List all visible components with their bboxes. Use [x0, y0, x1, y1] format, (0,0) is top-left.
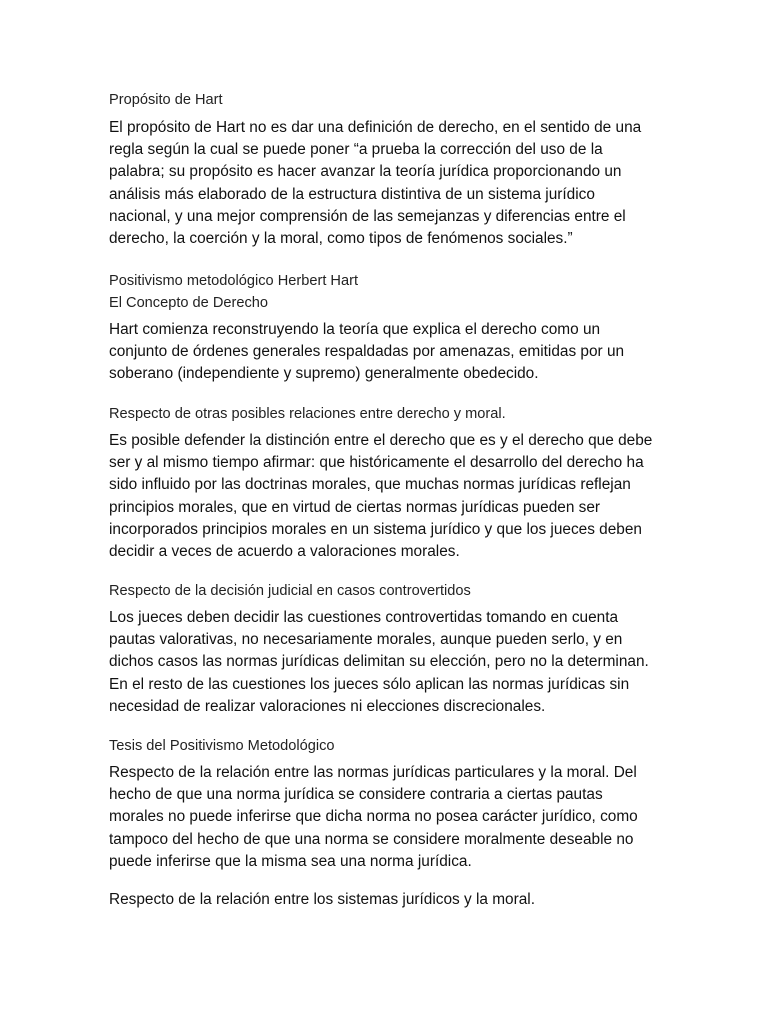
paragraph-line: pautas valorativas, no necesariamente morales, aunque pueden serlo, y en	[109, 631, 623, 649]
paragraph-line: nacional, y una mejor comprensión de las semejanzas y diferencias entre el	[109, 207, 626, 225]
paragraph-line: hecho de que una norma jurídica se considere contraria a ciertas pautas	[109, 786, 603, 804]
paragraph-line: puede inferirse que la misma sea una norma jurídica.	[109, 852, 472, 870]
paragraph-line: palabra; su propósito es hacer avanzar la teoría jurídica proporcionando un	[109, 163, 622, 181]
section-heading: Respecto de otras posibles relaciones entre derecho y moral.	[109, 406, 506, 422]
paragraph-line: sido influido por las doctrinas morales, que muchas normas jurídicas reflejan	[109, 476, 631, 494]
paragraph-line: Es posible defender la distinción entre el derecho que es y el derecho que debe	[109, 432, 653, 449]
paragraph-line: Respecto de la relación entre los sistemas jurídicos y la moral.	[109, 891, 535, 908]
paragraph-line: ser y al mismo tiempo afirmar: que históricamente el desarrollo del derecho ha	[109, 454, 644, 472]
paragraph-line: Hart comienza reconstruyendo la teoría que explica el derecho como un	[109, 321, 601, 338]
section-paragraph	[109, 762, 638, 873]
paragraph-line: Respecto de la relación entre las normas jurídicas particulares y la moral. Del	[109, 764, 637, 781]
section-paragraph	[109, 319, 624, 386]
section-paragraph	[109, 430, 652, 563]
paragraph-line: principios morales, que en virtud de ciertas normas jurídicas pueden ser	[109, 498, 601, 516]
paragraph-line: El propósito de Hart no es dar una definición de derecho, en el sentido de una	[109, 119, 642, 136]
paragraph-line: necesidad de realizar valoraciones ni elecciones discrecionales.	[109, 697, 546, 715]
section-paragraph	[109, 889, 535, 911]
paragraph-line: análisis más elaborado de la estructura distintiva de un sistema jurídico	[109, 185, 595, 203]
paragraph-line: En el resto de las cuestiones los jueces sólo aplican las normas jurídicas sin	[109, 675, 630, 693]
paragraph-line: derecho, la coerción y la moral, como tipos de fenómenos sociales.”	[109, 230, 573, 248]
paragraph-line: incorporados principios morales en un sistema jurídico y que los jueces deben	[109, 520, 642, 538]
section-heading: Tesis del Positivismo Metodológico	[109, 738, 335, 754]
paragraph-line: dichos casos las normas jurídicas delimitan su elección, pero no la determinan.	[109, 653, 649, 671]
paragraph-line: conjunto de órdenes generales respaldadas por amenazas, emitidas por un	[109, 343, 625, 361]
section-heading: Positivismo metodológico Herbert Hart	[109, 273, 358, 289]
paragraph-line: soberano (independiente y supremo) generalmente obedecido.	[109, 365, 539, 383]
section-paragraph	[109, 607, 649, 718]
paragraph-line: tampoco del hecho de que una norma se considere moralmente deseable no	[109, 830, 634, 848]
section-paragraph	[109, 117, 641, 250]
paragraph-line: regla según la cual se puede poner “a prueba la corrección del uso de la	[109, 141, 603, 159]
section-heading: Propósito de Hart	[109, 92, 223, 108]
section-subheading: El Concepto de Derecho	[109, 295, 269, 311]
paragraph-line: decidir a veces de acuerdo a valoraciones morales.	[109, 543, 460, 561]
paragraph-line: morales no puede inferirse que dicha norma no posea carácter jurídico, como	[109, 808, 638, 826]
paragraph-line: Los jueces deben decidir las cuestiones controvertidas tomando en cuenta	[109, 609, 619, 626]
section-heading: Respecto de la decisión judicial en casos controvertidos	[109, 583, 471, 599]
